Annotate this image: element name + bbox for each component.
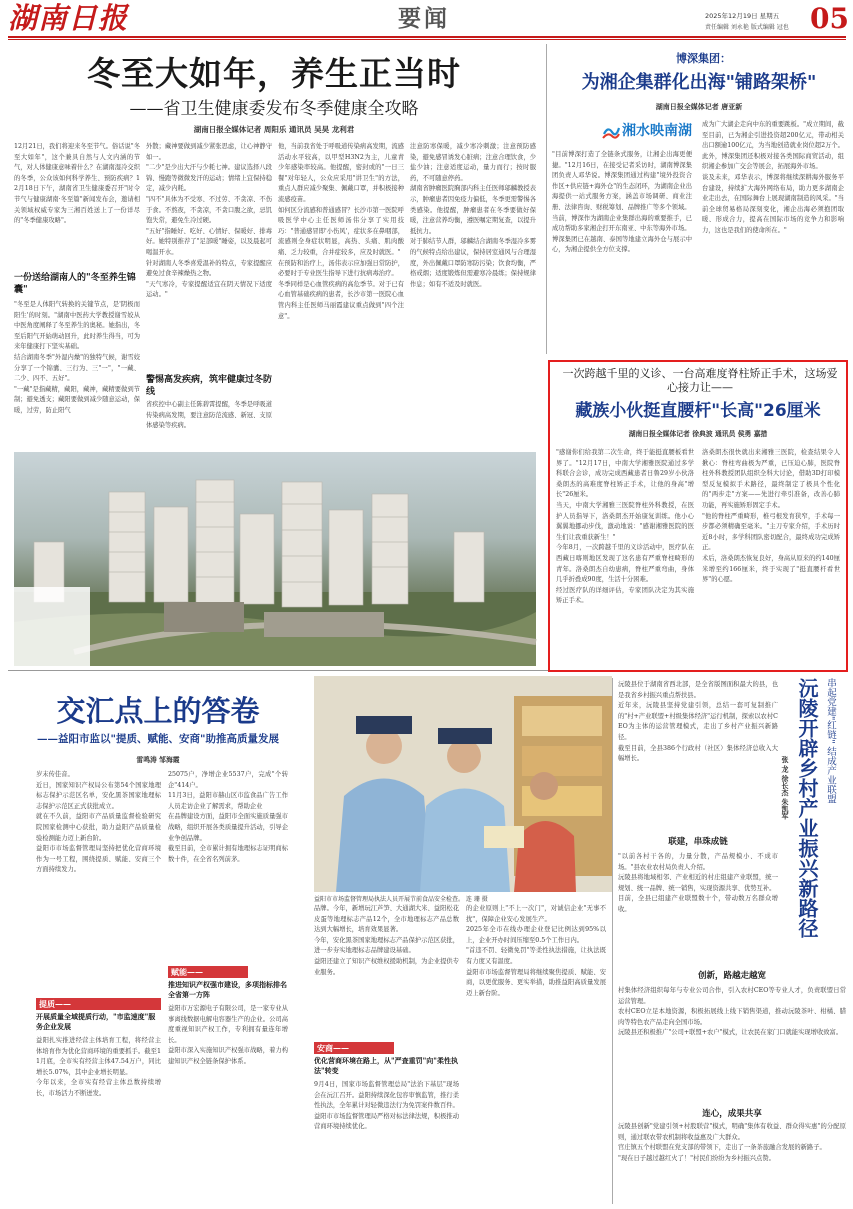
- byline: 湖南日报全媒体记者 徐典波 通讯员 侯勇 嘉措: [628, 430, 768, 438]
- masthead-rule: [8, 36, 846, 38]
- column-4: 注意防寒保暖，减少寒冷刺激；注意预防感染，避免感冒诱发心脏病；注意合理饮食，少盐少油；注意适度运动，量力而行；按时服药，不可随意停药。 湖南省肿瘤医院胸部内科主任医师邬麟教授表示，肿瘤患者因免疫力偏低，冬季更需警惕各类感染。他提醒，肿瘤患者在冬季要做好保暖，注意营养均衡，遵医嘱定期复查，以提升抵抗力。 对于肺结节人群，邬麟结合湖南冬季湿冷多雾的气候特点给出建议，保持居室通风与合理湿度，外出佩戴口罩防寒防污染；饮食均衡，严格戒烟；适度锻炼但需避寒冷晨练；保持规律作息；如有不适及时就医。: [410, 143, 536, 288]
- masthead: [0, 0, 853, 40]
- article-tibetan-youth-highlight-box: [548, 360, 848, 672]
- kicker: 一次跨越千里的义诊、一台高难度脊柱矫正手术，这场爱心接力让——: [562, 367, 838, 394]
- column-1b: 益阳扎实推进经营主体培育工程，将经营主体培育作为优化营商环境的重要抓手。截至11月底，全市实有经营主体47.54万户，同比增长5.07%，其中企业增长明显。 今年以来，全市实有经营主体总数持续增长，市场活力不断迸发。: [36, 1037, 161, 1097]
- divider-vertical-a1: [546, 44, 547, 354]
- byline-vertical: 张 龙 徐长杰 朱凯军: [781, 756, 789, 820]
- divider-vertical-a4: [612, 678, 613, 1204]
- subhead-3: 连心，成果共享: [702, 1109, 762, 1119]
- headline: 冬至大如年，养生正当时: [87, 54, 461, 93]
- news-photo-buildings: [14, 452, 536, 666]
- column-3: 品牌。今年，新增玩江芦笋、大通湖大米、益阳松花皮蛋等地理标志产品12个，全市地理标志产品总数达到大幅增长，培育效果显著。 今年，安化黑茶国家地理标志产品保护示范区获批，进一步夯实地理标志品牌建设基础。 益阳还建立了知识产权维权援助机制，为企业提供专业服务。: [314, 905, 459, 976]
- column-1: 12月21日，我们将迎来冬至节气。俗话说"冬至大如年"，这个兼具自然与人文内涵的节气，对人体健康意味着什么？在湖南湿冷交织的冬季，公众该如何科学养生、预防疾病？12月18日下午，湖南省卫生健康委召开"时令节气与健康湖南·冬至篇"新闻发布会，邀请相关领域权威专家为三湘百姓送上了一份详尽的"冬季健康攻略"。: [14, 143, 140, 225]
- section-label-1: 提质——: [36, 998, 161, 1010]
- news-photo-inspection: [314, 676, 612, 903]
- section-sub-2: 推进知识产权强市建设，多项指标排名全省第一方阵: [168, 980, 287, 999]
- byline: 湖南日报全媒体记者 周阳乐 通讯员 吴昊 龙利君: [193, 125, 355, 134]
- article-yuanling: [618, 676, 848, 1204]
- divider-a1-bottom: [8, 670, 548, 671]
- column-4: 的企业原则上"不上一次门"，对诚信企业"无事不扰"，保障企业安心发展生产。 2025年全市在线办理企业登记比例达到95%以上，企业开办时间压缩至0.5个工作日内。 "首违不罚、轻微免罚"等柔性执法措施，让执法既有力度又有温度。 益阳市市场监督管理局将继续聚焦提质、赋能、安商，以更优服务、更实举措，助推益阳高质量发展迈上新台阶。: [466, 905, 606, 997]
- subheadline: ——益阳市监以"提质、赋能、安商"助推高质量发展: [37, 733, 279, 745]
- page-number: 05: [810, 2, 849, 35]
- headline-vertical: 沅陵开辟乡村产业振兴新路径: [795, 678, 819, 938]
- section-sub-1: 开展质量全域提质行动，"市监速度"服务企业发展: [36, 1012, 156, 1031]
- column-3: 沅陵县创新"党建引领+村股联营"模式，明确"集体有收益、群众得实惠"的分配原则，通过联农带农机制将收益惠及广大群众。 官庄镇五个村联盟在党支部的带领下，走出了一条茶旅融合发展的新路子。 "现在日子越过越红火了！"村民们纷纷为乡村振兴点赞。: [618, 1123, 846, 1162]
- masthead-rule-thin: [8, 39, 846, 40]
- column-1b: "以前各村干各的，力量分散，产品规模小、不成市场。"县农业农村局负责人介绍。 沅陵县将地域相邻、产业相近的村庄组建产业联盟，统一规划、统一品牌、统一销售，实现资源共享、优势互补。 目前，全县已组建产业联盟数十个，带动数万名群众增收。: [618, 853, 778, 913]
- subhead-2: 创新，路越走越宽: [697, 971, 766, 981]
- column-2b: 省疾控中心副主任陈碧霄提醒，冬季是呼吸道传染病高发期，要注意防范流感、新冠、支原体感染等疾病。: [146, 401, 272, 430]
- series-logo: [602, 120, 706, 142]
- section-label-3: 安商——: [314, 1042, 394, 1054]
- column-2b: 益阳市万宏源电子有限公司，是一家专业从事离线数据电解电容器生产的企业。公司高度重视知识产权工作，专利拥有量连年增长。 益阳市深入实施知识产权强市战略，着力构建知识产权全链条保护体系。: [168, 1005, 288, 1065]
- column-3b: 9月4日，国家市场监督管理总局"法治下基层"现场会在沅江召开。益阳持续深化包容审慎监管，推行柔性执法，全年累计对轻微违法行为免罚案件数百件。 益阳市市场监督管理局严格对标法律法规，积极推动营商环境持续优化。: [314, 1081, 459, 1131]
- column-2: 村集体经济组织每年与专业公司合作，引入农村CEO等专业人才，负责联盟日常运营管理。 农村CEO立足本地资源，积极拓展线上线下销售渠道，推动沅陵茶叶、柑橘、腊肉等特色农产品走向全国市场。 沅陵县还积极推广"公司+联盟+农户"模式，让农民在家门口就能实现增收致富。: [618, 987, 846, 1037]
- byline: 雷鸣涛 邹海霞: [136, 756, 180, 764]
- column-2: 外散；藏神要做到减少紧张思虑，让心神静守如一。 "二少"是少出大汗与少耗七神。建议选择八段锦、慢跑等微微发汗的运动；情绪上宜保持稳定，减少内耗。 "四不"具体为不受寒、不过劳、不贪凉、不伤于食。不熬夜，不贪凉，不贪口腹之欲，忌饥饱失常，避免生冷过硬。 "五好"指睡好、吃好、心情好、保暖好、排毒好。她特别推荐了"足部暖"睡姿，以及晨起可喝温开水。 针对湖南人冬季喜爱温补的特点，专家提醒应避免过食辛辣燥热之物。 "天气寒冷，专家提醒适宜在阴天情况下适度运动。": [146, 143, 272, 299]
- headline: 为湘企集群化出海"铺路架桥": [581, 72, 817, 93]
- article-winter-solstice: [8, 44, 540, 668]
- section-sub-3: 优化营商环境在路上，从"严查重罚"向"柔性执法"转变: [314, 1056, 458, 1075]
- column-1: 沅陵县位于湖南省西北部，是全省版图面积最大的县，也是我省乡村振兴重点帮扶县。 近年来，沅陵县坚持党建引领，总结一套可复制推广的"村+产业联盟+村级集体经济"运行机制，探索以农村CEO为主体的运营管理模式，走出了乡村产业振兴新路径。 截至目前，全县386个行政村（社区）集体经济总收入大幅增长。: [618, 681, 778, 763]
- column-3: 他，当前我省处于呼吸道传染病高发期，流感活动水平较高，以甲型H3N2为主，儿童青少年感染率较高。他提醒，密封或的"一日三餐"对年轻人，公众应采用"讲卫生"的方法，重点人群应减少聚集、佩戴口罩，并积极接种流感疫苗。 如何区分流感和普通感冒？长沙市第一医院呼吸医学中心主任医师汤伟分享了实用技巧："普通感冒即'小伤风'，症状多在鼻咽部，流感则全身症状明显，高热、头痛、肌肉酸痛、乏力较重，合并症较多，应及时就医。" 在预防和治疗上，汤伟表示应加强日常防护，必要时于专业医生指导下进行抗病毒治疗。 冬季同样是心血管疾病的高危季节。对于已有心血管基础疾病的患者，长沙市第一医院心血管内科主任医师马丽霞建议重点做到"四个注意"。: [278, 143, 404, 320]
- issue-date: 2025年12月19日 星期五: [705, 12, 780, 20]
- column-1: "目前博深打造了全链条式服务，让湘企出海更便捷。"12月16日，在接受记者采访时，湖南博深集团负责人邓华说。博深集团通过构建"境外投资合作区+供应链+海外仓"的生态闭环，为湖南企业出海提供一站式服务方案，涵盖市场调研、商业注册、法律咨询、财税筹划、品牌推广等多个领域。 当前，博深作为湖南企业集群出海的重要推手，已成功帮助多家湘企打开东南亚、中东等海外市场。 博深集团已在越南、泰国等地建立海外仓与展示中心，为湘企提供全方位支撑。: [552, 151, 692, 254]
- buildings-illustration: [14, 452, 536, 666]
- headline: 交汇点上的答卷: [56, 694, 260, 728]
- photo-caption-box: [14, 587, 90, 666]
- headline: 藏族小伙挺直腰杆"长高"26厘米: [575, 401, 821, 421]
- subhead-2: 警惕高发疾病，筑牢健康过冬防线: [146, 375, 273, 397]
- photo-caption: 益阳市市场监督管理局执法人员开展节前食品安全检查。 连 珊 摄: [314, 896, 488, 903]
- kicker-vertical: 串起党建"红链" 结成产业联盟: [825, 678, 836, 804]
- series-logo-text: 湘水映南湖: [622, 123, 692, 139]
- subheadline: ——省卫生健康委发布冬季健康全攻略: [129, 99, 419, 119]
- byline: 湖南日报全媒体记者 唐亚新: [655, 103, 743, 111]
- column-2: 成为广大湖企走向中东的重要跳板。"成立期间，截至目前，已为湘企引进投资超200亿元，带动相关出口额逾100亿元，为当地创造就业岗位超2万个。 此外，博深集团还积极对接各类国际商贸活动，组织湘企参加广交会等展会，拓展海外市场。 谈及未来，邓华表示，博深将继续深耕海外服务平台建设，持续扩大海外网络布局，助力更多湖南企业走出去，在国际舞台上展现湖南制造的风采。"当前全球贸易格局深刻变化，湘企出海必须抱团取暖、形成合力，提高在国际市场的竞争力和影响力，这也是我们的使命所在。": [702, 121, 844, 234]
- editors-line: 责任编辑 刘永艳 版式编辑 冠也: [705, 24, 789, 31]
- kicker: 博深集团：: [676, 52, 731, 65]
- column-1b: "冬至是人体阳气转换的关键节点，是'阴极而阳生'的时刻。"湖南中医药大学教授谢雪姣从中医角度阐释了冬至养生的奥秘。她指出，冬至后阳气开始萌动回升，此时养生得当，可为来年健康打下坚实基础。 结合湖南冬季"外湿内燥"的独特气候，谢雪姣分享了一个锦囊、三行为、三"一"，"一藏、二少、四不、五好"。 "一藏"是指藏精，藏阳，藏神，藏精要做到节制；避免透支；藏阳要做到减少随意运动，保暖，过劳，防止阳气: [14, 301, 140, 414]
- column-1: "感谢你们给我第二次生命，终于能挺直腰板看世界了。"12月17日，中南大学湘雅医院通过多学科联合会诊，成功完成西藏患者日鲁29岁小伙洛桑朗杰的高难度脊柱矫正手术，让他的身高"增长"26厘米。 当天，中南大学湘雅三医院脊柱外科教授，在医护人员指导下，洛桑朗杰开始康复训练。他小心翼翼地挪动步伐，激动地说："感谢湘雅医院的医生们让我重获新生！" 今年8月，一次跨越千里的义诊活动中，医疗队在西藏日喀则地区发现了这名患有严重脊柱畸形的青年。洛桑朗杰自幼患病，脊柱严重弯曲，身体几乎折叠成90度，生活十分困难。 经过医疗队的详细评估，专家团队决定为其实施矫正手术。: [556, 449, 694, 605]
- column-2: 25075户，净增企业5537户，完成"个转企"414户。 11月3日，益阳市赫山区市监食品广告工作人员走访企业了解需求，帮助企业 在品牌建设方面，益阳市全面实施质量强市战略，组织开展各类质量提升活动，引导企业争创品牌。 截至目前，全市累计拥有地理标志证明商标数十件，在全省名列前茅。: [168, 771, 288, 863]
- subhead-1: 联建，串珠成链: [668, 837, 728, 847]
- inspection-illustration: [314, 676, 612, 892]
- article-boshen: [552, 44, 846, 356]
- subhead-1: 一份送给湖南人的"冬至养生锦囊": [14, 273, 136, 295]
- section-label-2: 赋能——: [168, 966, 248, 978]
- column-2: 洛桑朗杰很快就出来湘雅三医院，检查结果令人揪心：脊柱弯曲极为严重，已压迫心肺，医院脊柱外科教授团队组织全科大讨论，借助3D打印模型反复模拟手术路径，最终制定了极具个性化的"两步走"方案——先进行牵引准备，改善心肺功能，再实施矫形固定手术。 "他的脊柱严重畸形，椎弓根发育狭窄，手术每一步都必须精确至毫米。"主刀专家介绍，手术历时近8小时，多学科团队密切配合，最终成功完成矫正。 术后，洛桑朗杰恢复良好，身高从原来的约140厘米增至约166厘米，终于实现了"挺直腰杆看世界"的心愿。: [702, 449, 840, 584]
- wave-icon: [602, 122, 620, 140]
- newspaper-logo: 湖南日报: [8, 1, 129, 35]
- column-1: 岁末传佳音。 近日，国家知识产权局公布第54个国家地理标志保护示范区名单，安化黑茶国家地理标志保护示范区正式获批成立。 就在不久前，益阳市产品质量监督检验研究院国家检测中心获批，助力益阳产品质量检验检测能力迈上新台阶。 益阳市市场监督管理局坚持把优化营商环境作为一号工程，围绕提质、赋能、安商三个方面持续发力。: [36, 771, 161, 874]
- section-title: 要闻: [398, 5, 450, 32]
